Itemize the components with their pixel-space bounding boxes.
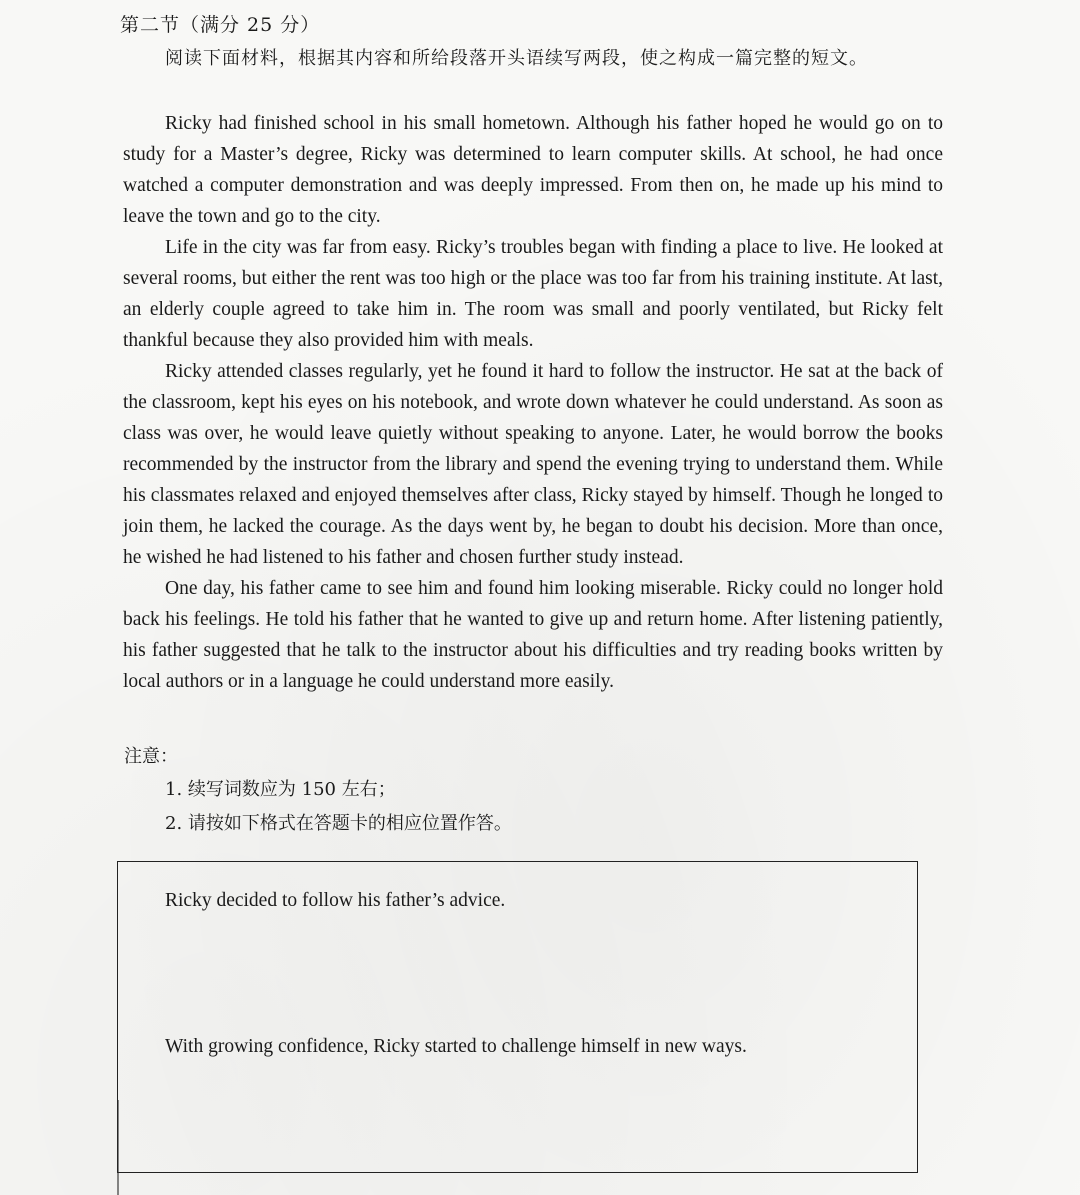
continuation-opening-2: With growing confidence, Ricky started to challenge himself in new ways. — [165, 1036, 747, 1057]
continuation-opening-1: Ricky decided to follow his father’s advice. — [165, 890, 506, 911]
passage-paragraph: Ricky had finished school in his small hometown. Although his father hoped he would go on to study for a Master’s degree, Ricky was determined to learn computer skills. At school, he had once watched a computer demonstration and was deeply impressed. From then on, he made up his mind to leave the town and go to the city. — [123, 113, 943, 227]
notes-label: 注意： — [124, 746, 178, 767]
reading-passage — [123, 108, 943, 697]
note-item: 2. 请按如下格式在答题卡的相应位置作答。 — [165, 813, 512, 834]
scan-edge-line — [117, 1100, 119, 1195]
notes-list — [165, 773, 512, 841]
passage-paragraph: One day, his father came to see him and found him looking miserable. Ricky could no longer hold back his feelings. He told his father that he wanted to give up and return home. After listening patiently, his father suggested that he talk to the instructor about his difficulties and try reading books written by local authors or in a language he could understand more easily. — [123, 578, 943, 692]
section-title: 第二节（满分 25 分） — [120, 14, 321, 36]
passage-paragraph: Life in the city was far from easy. Ricky’s troubles began with finding a place to live. He looked at several rooms, but either the rent was too high or the place was too far from his training institute. At last, an elderly couple agreed to take him in. The room was small and poorly ventilated, but Ricky felt thankful because they also provided him with meals. — [123, 237, 943, 351]
note-item: 1. 续写词数应为 150 左右； — [165, 779, 396, 800]
task-instruction: 阅读下面材料，根据其内容和所给段落开头语续写两段，使之构成一篇完整的短文。 — [165, 48, 868, 69]
passage-paragraph: Ricky attended classes regularly, yet he found it hard to follow the instructor. He sat at the back of the classroom, kept his eyes on his notebook, and wrote down whatever he could understand. As soon as class was over, he would leave quietly without speaking to anyone. Later, he would borrow the books recommended by the instructor from the library and spend the evening trying to understand them. While his classmates relaxed and enjoyed themselves after class, Ricky stayed by himself. Though he longed to join them, he lacked the courage. As the days went by, he began to doubt his decision. More than once, he wished he had listened to his father and chosen further study instead. — [123, 361, 943, 568]
answer-format-box — [117, 861, 918, 1173]
